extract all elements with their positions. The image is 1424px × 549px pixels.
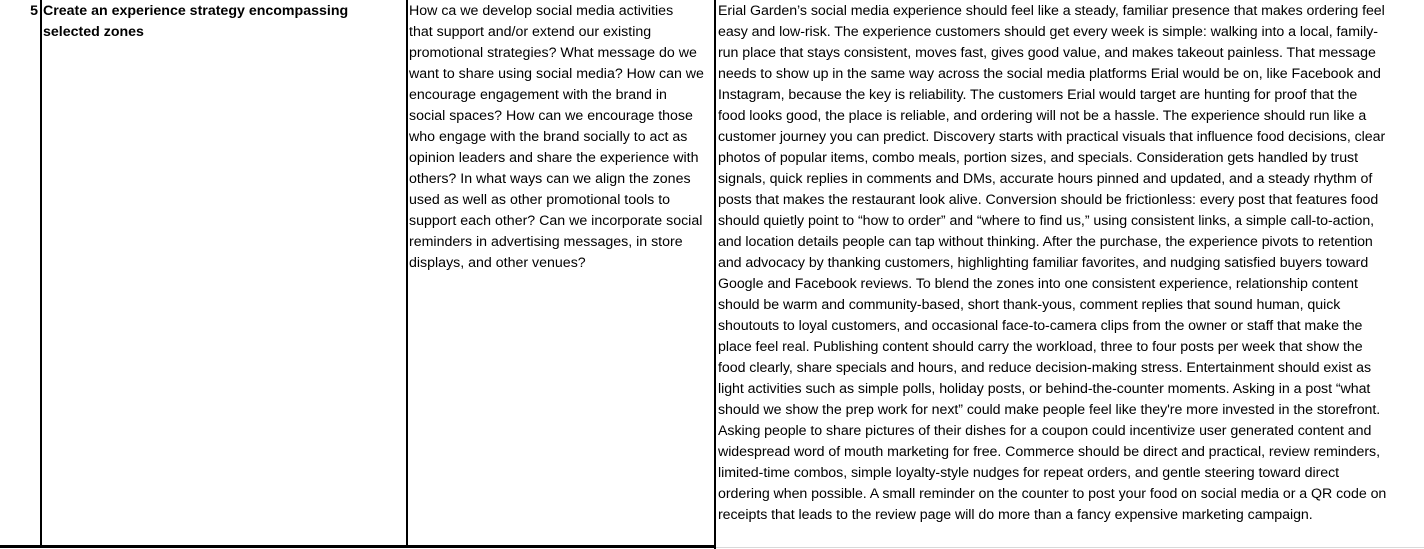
row-bottom-gridline [716, 547, 1424, 548]
answer-cell[interactable]: Erial Garden’s social media experience should feel like a steady, familiar presence that makes ordering feel easy and low-risk. The experience customers should get every week is simple: walking into a local, family- run place that stays consistent, moves fast, gives good value, and makes takeout painless. That message needs to show up in the same way across the social media platforms Erial would be on, like Facebook and Instagram, because the key is reliability. The customers Erial would target are hunting for proof that the food looks good, the place is reliable, and ordering will not be a hassle. The experience should run like a customer journey you can predict. Discovery starts with practical visuals that influence food decisions, clear photos of popular items, combo meals, portion sizes, and specials. Consideration gets handled by trust signals, quick replies in comments and DMs, accurate hours pinned and updated, and a steady rhythm of posts that makes the restaurant look alive. Conversion should be frictionless: every post that features food should quietly point to “how to order” and “where to find us,” using consistent links, a simple call-to-action, and location details people can tap without thinking. After the purchase, the experience pivots to retention and advocacy by thanking customers, highlighting familiar favorites, and nudging satisfied buyers toward Google and Facebook reviews. To blend the zones into one consistent experience, relationship content should be warm and community-based, short thank-yous, comment replies that sound human, quick shoutouts to loyal customers, and occasional face-to-camera clips from the owner or staff that make the place feel real. Publishing content should carry the workload, three to four posts per week that show the food clearly, share specials and hours, and reduce decision-making stress. Entertainment should exist as light activities such as simple polls, holiday posts, or behind-the-counter moments. Asking in a post “what should we show the prep work for next” could make people feel like they're more invested in the storefront. Asking people to share pictures of their dishes for a coupon could incentivize user generated content and widespread word of mouth marketing for free. Commerce should be direct and practical, review reminders, limited-time combos, simple loyalty-style nudges for repeat orders, and gentle steering toward direct ordering when possible. A small reminder on the counter to post your food on social media or a QR code on receipts that leads to the review page will do more than a fancy expensive marketing campaign. [718, 3, 1387, 523]
column-divider [40, 0, 42, 546]
task-cell[interactable]: Create an experience strategy encompassing selected zones [43, 3, 349, 40]
row-bottom-border [0, 545, 716, 548]
row-number-cell[interactable]: 5 [30, 3, 38, 19]
questions-cell[interactable]: How ca we develop social media activities that support and/or extend our existing promotional strategies? What message do we want to share using social media? How can we encourage engagement with the brand in social spaces? How can we encourage those who engage with the brand socially to act as opinion leaders and share the experience with others? In what ways can we align the zones used as well as other promotional tools to support each other? Can we incorporate social reminders in advertising messages, in store displays, and other venues? [409, 3, 704, 271]
column-divider [714, 0, 716, 549]
column-divider [406, 0, 408, 546]
